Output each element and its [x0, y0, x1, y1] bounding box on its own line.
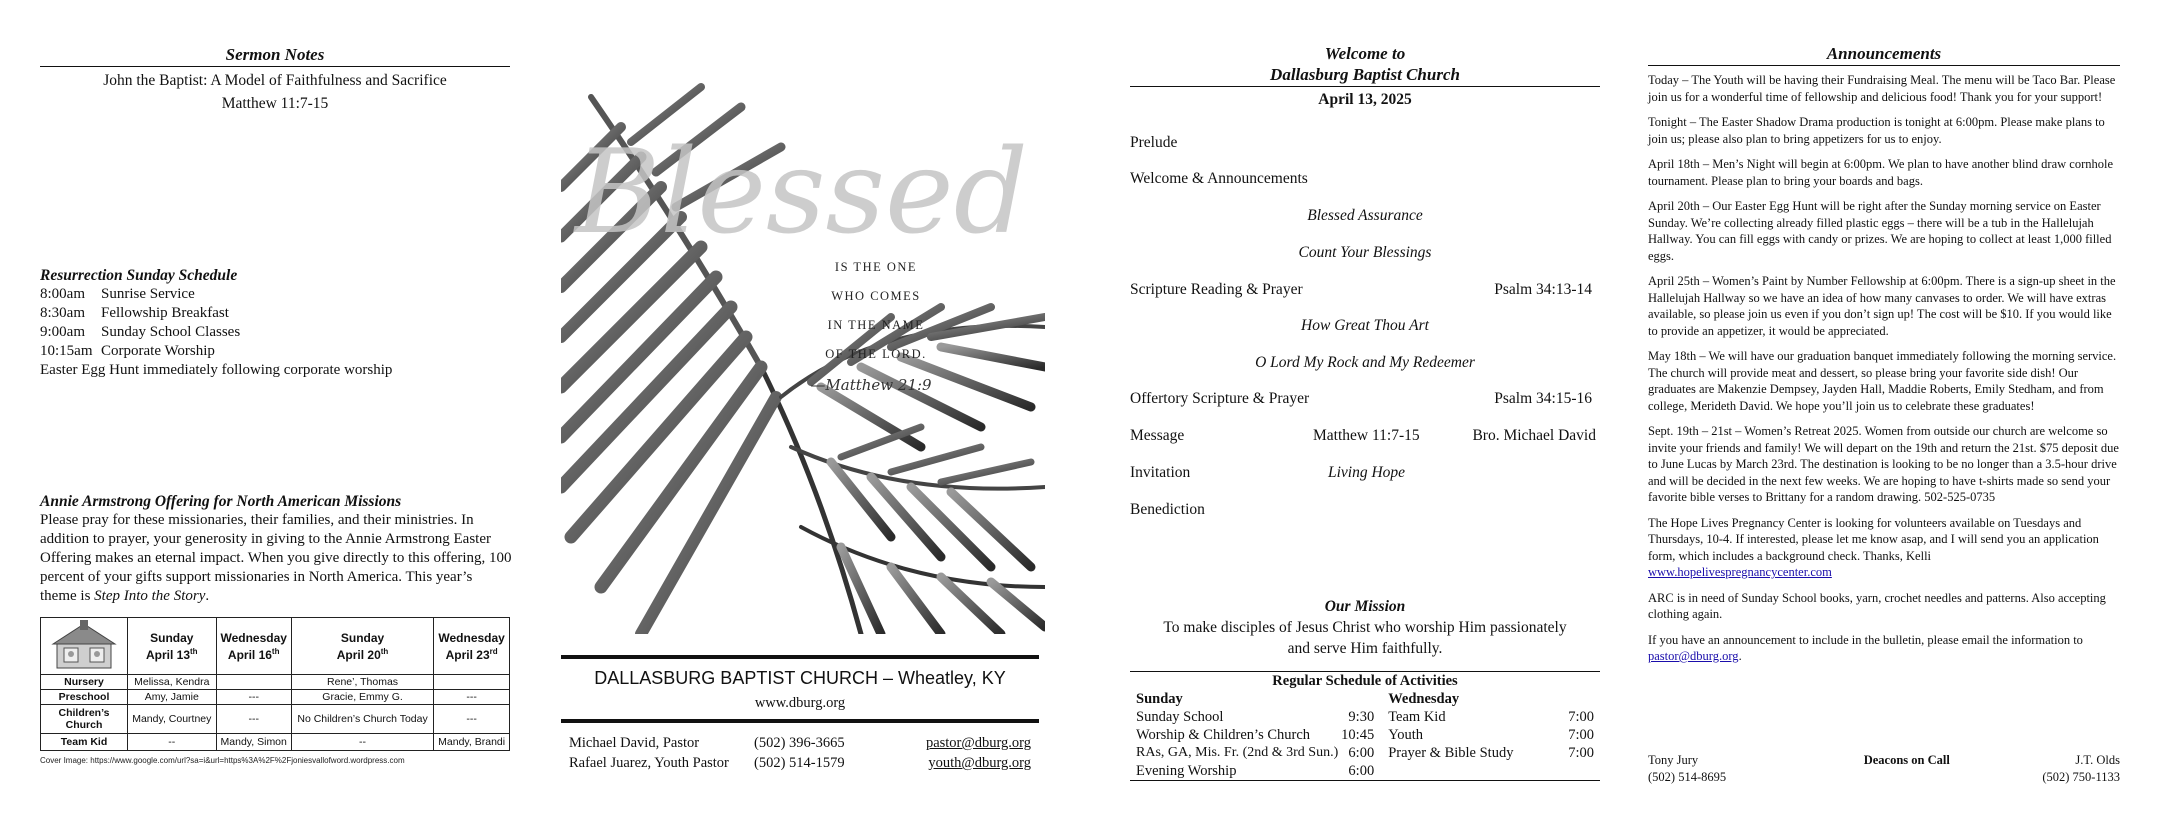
welcome-line1: Welcome to — [1324, 44, 1406, 63]
message-speaker: Bro. Michael David — [1472, 427, 1596, 444]
row-role: Children’s Church — [41, 705, 128, 734]
scripture-reference: Psalm 34:13-14 — [1494, 281, 1592, 298]
mission-text: To make disciples of Jesus Christ who worship Him passionately — [1163, 619, 1567, 636]
row-role: Nursery — [41, 675, 128, 690]
invitation-hymn: Living Hope — [1328, 464, 1406, 481]
deacons-label: Deacons on Call — [1863, 753, 1950, 767]
table-cell: Mandy, Simon — [216, 734, 291, 751]
table-cell — [216, 675, 291, 690]
announcement-item: Sept. 19th – 21st – Women’s Retreat 2025. Women from outside our church are welcome so invite your friends and family! We will depart on the 19th and return the 21st. $75 deposit due to June Lucas by March 23rd. The destination is looking to be no longer than a 3.5-hour drive and will be decided in the next few weeks. We are hoping to have t-shirts made so send your favorite bible verses to Brittany for a random drawing. 502-525-0735 — [1648, 424, 2119, 504]
verse-line: IS THE ONE — [834, 260, 918, 274]
easter-egg-note: Easter Egg Hunt immediately following corporate worship — [40, 362, 393, 378]
table-cell — [434, 675, 510, 690]
schedule-time: 10:15am — [40, 343, 93, 359]
deacon-phone: (502) 750-1133 — [2042, 770, 2120, 784]
header-day: Wednesday — [438, 630, 505, 645]
verse-line: WHO COMES — [831, 289, 921, 303]
verse-line: OF THE LORD. — [825, 347, 927, 361]
schedule-event: Sunday School Classes — [101, 324, 241, 340]
message-reference: Matthew 11:7-15 — [1313, 427, 1420, 444]
order-message: Message — [1130, 427, 1185, 444]
wednesday-activities — [1388, 691, 1594, 780]
announcement-item: April 20th – Our Easter Egg Hunt will be right after the Sunday morning service on Easter Sunday. We’re collecting already filled plastic eggs – there will be a tub in the Hallelujah Hallway. You can fill eggs with candy or prizes. We are hoping to collect at least 1,000 filled eggs. — [1648, 199, 2112, 263]
deacon-name: J.T. Olds — [2075, 753, 2120, 767]
activity-row: Evening Worship 6:00 — [1136, 763, 1375, 779]
announcements-title: Announcements — [1648, 44, 2120, 66]
table-cell: -- — [291, 734, 433, 751]
offertory-reference: Psalm 34:15-16 — [1494, 390, 1592, 407]
pregnancy-center-link[interactable]: www.hopelivespregnancycenter.com — [1648, 565, 1832, 579]
announcement-item: April 25th – Women’s Paint by Number Fellowship at 6:00pm. There is a sign-up sheet in the Hallelujah Hallway so we have an idea of how many canvases to order. We will have extras available, so please join us even if you don’t sign up! The cost will be $10. If you would like to provide an appetizer, it would be appreciated. — [1648, 274, 2116, 338]
table-row — [41, 734, 510, 751]
header-day: Sunday — [150, 630, 194, 645]
table-header — [216, 618, 291, 675]
announcement-item: If you have an announcement to include in the bulletin, please email the information to pastor@dburg.org. — [1648, 632, 2083, 663]
activities-box — [1130, 671, 1600, 781]
activity-row: Team Kid 7:00 — [1388, 709, 1594, 725]
staff-name: Michael David, Pastor — [569, 735, 700, 751]
table-cell: --- — [434, 705, 510, 734]
resurrection-title: Resurrection Sunday Schedule — [40, 267, 238, 284]
activity-row: Worship & Children’s Church 10:45 — [1136, 727, 1375, 743]
schedule-item — [40, 323, 510, 342]
hymn-title: O Lord My Rock and My Redeemer — [1255, 354, 1475, 371]
announcement-item: ARC is in need of Sunday School books, yarn, crochet needles and patterns. Also accepting clothing again. — [1648, 590, 2106, 621]
offering-end: . — [205, 588, 210, 604]
table-cell: --- — [216, 690, 291, 705]
table-cell: Gracie, Emmy G. — [291, 690, 433, 705]
table-cell: -- — [128, 734, 217, 751]
table-cell: Mandy, Brandi — [434, 734, 510, 751]
resurrection-schedule — [40, 266, 510, 380]
verse-reference: —Matthew 21:9 — [810, 376, 932, 394]
church-logo — [41, 618, 128, 675]
table-row — [41, 675, 510, 690]
sermon-title: John the Baptist: A Model of Faithfulness and Sacrifice — [103, 72, 447, 89]
header-day: Sunday — [340, 630, 385, 645]
table-row — [41, 690, 510, 705]
schedule-event: Corporate Worship — [101, 343, 215, 359]
schedule-event: Fellowship Breakfast — [101, 305, 229, 321]
schedule-item — [40, 304, 510, 323]
cover-image-credit: Cover Image: https://www.google.com/url?sa=i&url=https%3A%2F%2Fjoniesvallofword.wordpress.com — [40, 756, 405, 765]
deacon-name: Tony Jury — [1648, 753, 1699, 767]
header-day: Wednesday — [220, 630, 287, 645]
cover-rule-bottom — [561, 719, 1039, 723]
schedule-item — [40, 342, 510, 361]
order-offertory: Offertory Scripture & Prayer — [1130, 390, 1310, 407]
hymn-title: How Great Thou Art — [1301, 317, 1429, 334]
sunday-label: Sunday — [1136, 691, 1183, 707]
order-invitation: Invitation — [1130, 464, 1191, 481]
announcements-list — [1648, 72, 2120, 674]
sermon-scripture: Matthew 11:7-15 — [221, 95, 329, 112]
offering-theme: Step Into the Story — [94, 588, 206, 604]
offering-section — [40, 492, 512, 606]
deacon-phone: (502) 514-8695 — [1648, 770, 1727, 784]
mission-title: Our Mission — [1324, 598, 1406, 615]
activity-row: RAs, GA, Mis. Fr. (2nd & 3rd Sun.) 6:00 — [1136, 745, 1375, 761]
staff-phone: (502) 514-1579 — [754, 755, 845, 771]
cover-rule-top — [561, 655, 1039, 659]
announcement-item: Today – The Youth will be having their Fundraising Meal. The menu will be Taco Bar. Please join us for a wonderful time of fellowship and delicious food! Thank you for your support! — [1648, 73, 2116, 104]
staff-name: Rafael Juarez, Youth Pastor — [569, 755, 729, 771]
cover-image — [561, 67, 1045, 634]
staff-phone: (502) 396-3665 — [754, 735, 845, 751]
church-name: DALLASBURG BAPTIST CHURCH – Wheatley, KY — [594, 668, 1006, 688]
palm-leaf-image — [561, 67, 1045, 634]
staff-email-link[interactable]: youth@dburg.org — [928, 755, 1031, 771]
row-role: Preschool — [41, 690, 128, 705]
church-website: www.dburg.org — [754, 695, 846, 711]
header-date: April 23rd — [445, 646, 498, 662]
table-cell: Mandy, Courtney — [128, 705, 217, 734]
table-cell: --- — [434, 690, 510, 705]
announcement-item: The Hope Lives Pregnancy Center is looking for volunteers available on Tuesdays and Thursdays, 10-4. If interested, please let me know asap, and I will send you an application form, which includes a background check. Thanks, Kelli www.hopelivespregnancycenter.com — [1648, 515, 2099, 579]
pastor-email-link[interactable]: pastor@dburg.org — [1648, 649, 1739, 663]
schedule-item — [40, 285, 510, 304]
service-date: April 13, 2025 — [1318, 91, 1412, 108]
church-logo-icon — [49, 620, 119, 670]
deacons-on-call — [1648, 752, 2120, 786]
schedule-time: 9:00am — [40, 324, 85, 340]
schedule-event: Sunrise Service — [101, 286, 195, 302]
staff-email-link[interactable]: pastor@dburg.org — [925, 735, 1031, 751]
announcement-item: May 18th – We will have our graduation banquet immediately following the morning service. The church will provide meat and dessert, so please bring your favorite side dish! Our graduates are Makenzie Dempsey, Jayden Hall, Maddie Roberts, Emily Stedham, and from college, Merideth David. We hope you’ll join us to celebrate these graduates! — [1648, 349, 2117, 413]
activity-row: Sunday School 9:30 — [1136, 709, 1375, 725]
wednesday-label: Wednesday — [1388, 691, 1460, 707]
offering-text — [40, 511, 512, 606]
header-date: April 20th — [336, 646, 389, 662]
offering-body: Please pray for these missionaries, their families, and their ministries. In addition to prayer, your generosity in giving to the Annie Armstrong Easter Offering makes an eternal impact. When you give directly to this offering, 100 percent of your gifts support missionaries in North America. This year’s theme is — [40, 512, 512, 604]
table-cell: Amy, Jamie — [128, 690, 217, 705]
table-cell: Rene’, Thomas — [291, 675, 433, 690]
order-scripture: Scripture Reading & Prayer — [1130, 281, 1303, 298]
welcome-church-name: Dallasburg Baptist Church — [1130, 65, 1600, 87]
sunday-activities — [1136, 691, 1374, 780]
offering-title: Annie Armstrong Offering for North American Missions — [40, 493, 402, 510]
sermon-notes-title: Sermon Notes — [40, 45, 510, 67]
table-row — [41, 705, 510, 734]
table-cell: --- — [216, 705, 291, 734]
order-of-worship — [1130, 0, 1600, 530]
table-cell: Melissa, Kendra — [128, 675, 217, 690]
hymn-title: Blessed Assurance — [1307, 207, 1423, 224]
announcement-item: April 18th – Men’s Night will begin at 6:00pm. We plan to have another blind draw cornhole tournament. Please plan to bring your boards and bags. — [1648, 157, 2113, 188]
table-header — [434, 618, 510, 675]
schedule-time: 8:30am — [40, 305, 85, 321]
hymn-title: Count Your Blessings — [1298, 244, 1432, 261]
order-benediction: Benediction — [1130, 501, 1205, 518]
order-welcome: Welcome & Announcements — [1130, 170, 1308, 187]
header-date: April 16th — [227, 646, 280, 662]
header-date: April 13th — [146, 646, 198, 662]
verse-line: IN THE NAME — [827, 318, 925, 332]
activity-row: Youth 7:00 — [1388, 727, 1594, 743]
mission-text: and serve Him faithfully. — [1287, 640, 1443, 657]
staff-row — [569, 733, 1031, 773]
cover-word: Blessed — [575, 125, 1028, 260]
order-prelude: Prelude — [1130, 134, 1178, 151]
activity-row: Prayer & Bible Study 7:00 — [1388, 745, 1594, 761]
ministry-schedule-table — [40, 617, 510, 751]
table-header — [291, 618, 433, 675]
table-cell: No Children’s Church Today — [291, 705, 433, 734]
activities-title: Regular Schedule of Activities — [1272, 673, 1458, 689]
table-header — [128, 618, 217, 675]
announcement-item: Tonight – The Easter Shadow Drama production is tonight at 6:00pm. Please make plans to join us; please also plan to bring appetizers for us to enjoy. — [1648, 115, 2105, 146]
row-role: Team Kid — [41, 734, 128, 751]
schedule-time: 8:00am — [40, 286, 85, 302]
